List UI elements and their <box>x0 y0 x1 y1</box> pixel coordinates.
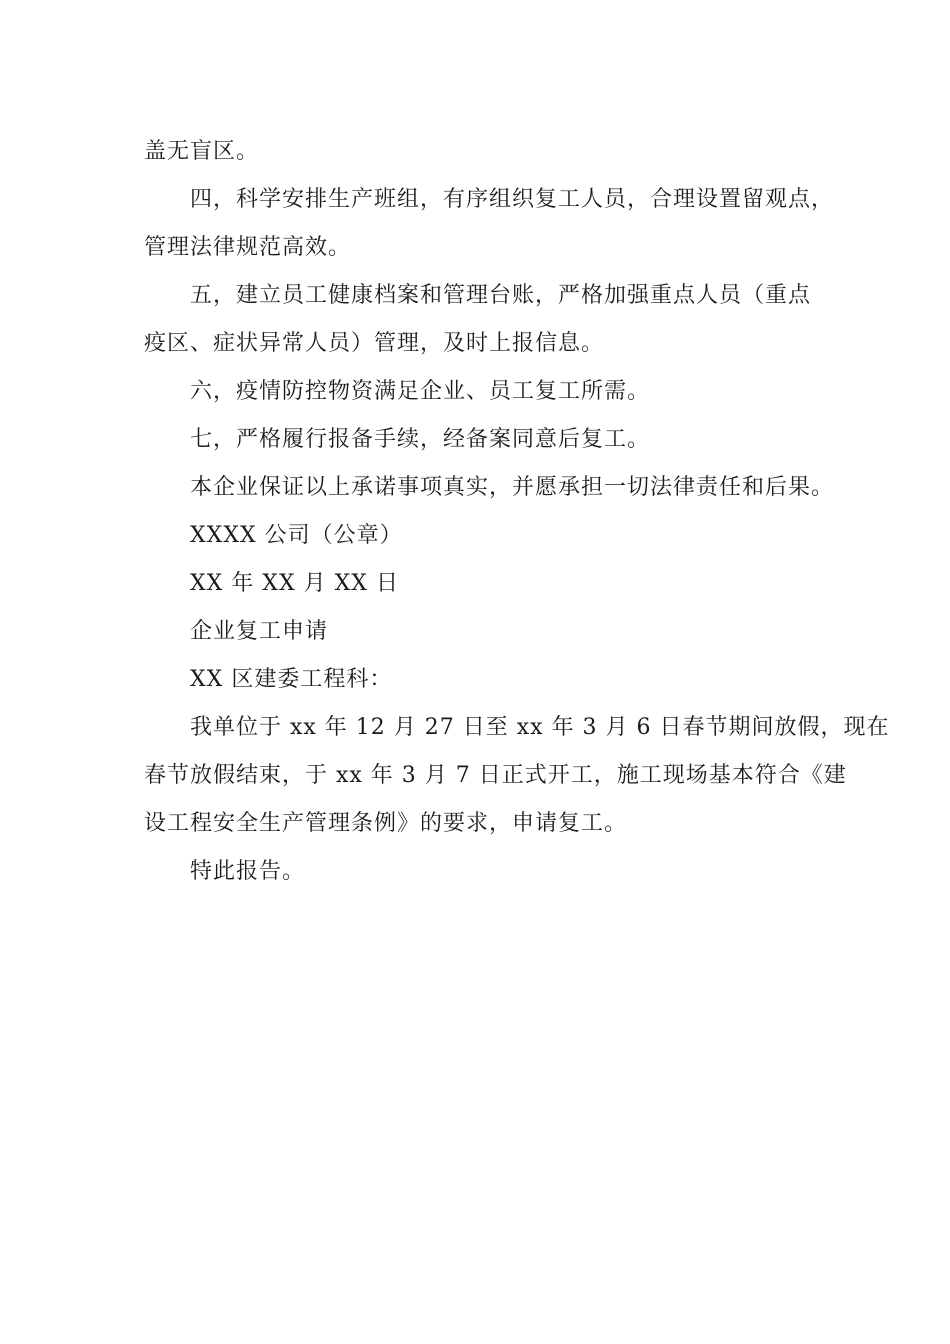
text-line: 春节放假结束，于 xx 年 3 月 7 日正式开工，施工现场基本符合《建 <box>144 763 847 788</box>
company-seal-line <box>144 512 834 560</box>
paragraph-guarantee <box>144 464 834 512</box>
paragraph-item-four <box>144 176 834 272</box>
text-line: 本企业保证以上承诺事项真实，并愿承担一切法律责任和后果。 <box>190 475 835 500</box>
paragraph-application <box>144 704 890 848</box>
text-line: 五，建立员工健康档案和管理台账，严格加强重点人员（重点 <box>190 283 812 308</box>
text-line: 六，疫情防控物资满足企业、员工复工所需。 <box>190 379 651 404</box>
date-line <box>144 560 834 608</box>
text-line: 设工程安全生产管理条例》的要求，申请复工。 <box>144 811 628 836</box>
paragraph-item-six <box>144 368 834 416</box>
document-body <box>144 128 890 896</box>
text-line: XX 年 XX 月 XX 日 <box>190 571 399 596</box>
text-line: 四，科学安排生产班组，有序组织复工人员，合理设置留观点， <box>190 187 835 212</box>
text-line: 七，严格履行报备手续，经备案同意后复工。 <box>190 427 651 452</box>
closing-line <box>144 848 834 896</box>
text-line: 特此报告。 <box>190 859 306 884</box>
addressee-line <box>144 656 834 704</box>
paragraph-item-five <box>144 272 834 368</box>
paragraph-item-seven <box>144 416 834 464</box>
section-title <box>144 608 834 656</box>
text-line: XXXX 公司（公章） <box>190 523 403 548</box>
text-line: 管理法律规范高效。 <box>144 235 352 260</box>
paragraph-continuation <box>144 128 834 176</box>
text-line: 盖无盲区。 <box>144 139 260 164</box>
text-line: XX 区建委工程科： <box>190 667 393 692</box>
text-line: 我单位于 xx 年 12 月 27 日至 xx 年 3 月 6 日春节期间放假，现在 <box>190 715 890 740</box>
text-line: 疫区、症状异常人员）管理，及时上报信息。 <box>144 331 605 356</box>
text-line: 企业复工申请 <box>190 619 329 644</box>
